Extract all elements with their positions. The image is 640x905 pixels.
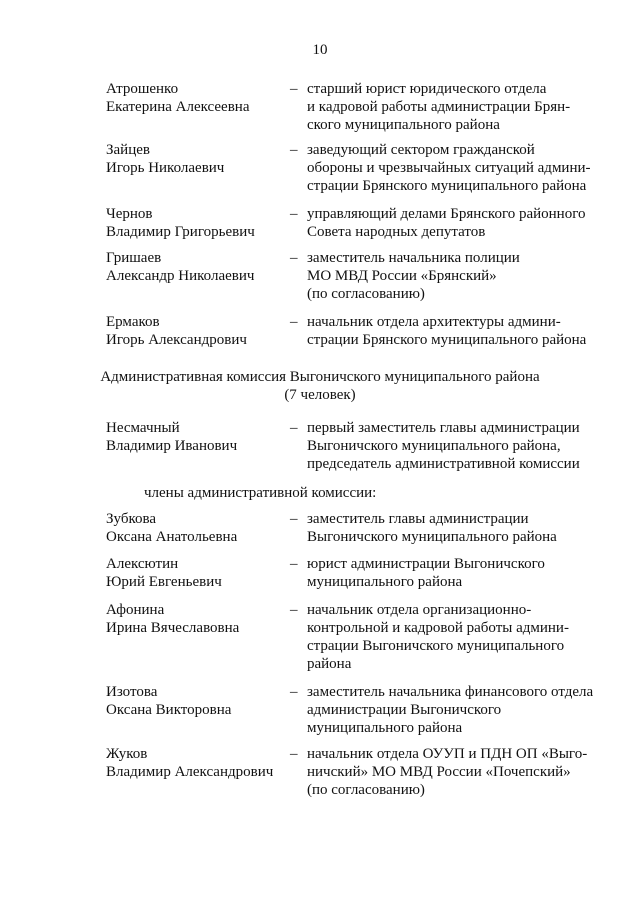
description-line: управляющий делами Брянского районного	[307, 206, 586, 222]
description-line: муниципального района	[307, 574, 463, 590]
person-name	[106, 80, 286, 116]
dash: –	[290, 420, 298, 436]
surname: Жуков	[106, 746, 148, 762]
given-names: Владимир Александрович	[106, 764, 274, 780]
description-line: первый заместитель главы администрации	[307, 420, 580, 436]
surname: Зубкова	[106, 511, 157, 527]
description-line: старший юрист юридического отдела	[307, 81, 547, 97]
dash: –	[290, 250, 298, 266]
given-names: Юрий Евгеньевич	[106, 574, 222, 590]
person-name	[106, 601, 286, 637]
description-line: начальник отдела организационно-	[307, 602, 532, 618]
description-line: администрации Выгоничского	[307, 702, 502, 718]
position-description	[307, 313, 607, 349]
given-names: Александр Николаевич	[106, 268, 255, 284]
description-line: председатель административной комиссии	[307, 456, 580, 472]
description-line: страции Выгоничского муниципального	[307, 638, 565, 654]
person-name	[106, 555, 286, 591]
commission-title: Административная комиссия Выгоничского муниципального района	[100, 369, 540, 385]
surname: Алексютин	[106, 556, 179, 572]
description-line: заместитель главы администрации	[307, 511, 529, 527]
person-name	[106, 313, 286, 349]
dash: –	[290, 511, 298, 527]
position-description	[307, 683, 607, 737]
person-name	[106, 510, 286, 546]
description-line: Совета народных депутатов	[307, 224, 486, 240]
dash: –	[290, 684, 298, 700]
description-line: страции Брянского муниципального района	[307, 178, 587, 194]
members-label: члены административной комиссии:	[144, 485, 377, 501]
position-description	[307, 141, 607, 195]
description-line: Выгоничского муниципального района,	[307, 438, 561, 454]
surname: Зайцев	[106, 142, 150, 158]
surname: Атрошенко	[106, 81, 179, 97]
given-names: Игорь Александрович	[106, 332, 247, 348]
surname: Изотова	[106, 684, 158, 700]
person-name	[106, 683, 286, 719]
description-line: контрольной и кадровой работы админи-	[307, 620, 569, 636]
surname: Гришаев	[106, 250, 162, 266]
person-name	[106, 419, 286, 455]
position-description	[307, 555, 607, 591]
position-description	[307, 205, 607, 241]
person-name	[106, 745, 286, 781]
given-names: Игорь Николаевич	[106, 160, 225, 176]
given-names: Владимир Иванович	[106, 438, 238, 454]
description-line: обороны и чрезвычайных ситуаций админи-	[307, 160, 591, 176]
position-description	[307, 249, 607, 303]
surname: Несмачный	[106, 420, 180, 436]
description-line: ничский» МО МВД России «Почепский»	[307, 764, 571, 780]
given-names: Оксана Викторовна	[106, 702, 232, 718]
description-line: МО МВД России «Брянский»	[307, 268, 497, 284]
given-names: Ирина Вячеславовна	[106, 620, 240, 636]
description-line: начальник отдела ОУУП и ПДН ОП «Выго-	[307, 746, 588, 762]
position-description	[307, 419, 607, 473]
description-line: заместитель начальника полиции	[307, 250, 520, 266]
description-line: (по согласованию)	[307, 286, 425, 302]
dash: –	[290, 556, 298, 572]
position-description	[307, 745, 607, 799]
given-names: Оксана Анатольевна	[106, 529, 238, 545]
person-name	[106, 141, 286, 177]
dash: –	[290, 314, 298, 330]
description-line: заведующий сектором гражданской	[307, 142, 535, 158]
position-description	[307, 601, 607, 673]
commission-size: (7 человек)	[284, 387, 356, 403]
dash: –	[290, 746, 298, 762]
description-line: заместитель начальника финансового отдела	[307, 684, 594, 700]
dash: –	[290, 81, 298, 97]
description-line: страции Брянского муниципального района	[307, 332, 587, 348]
person-name	[106, 249, 286, 285]
surname: Ермаков	[106, 314, 160, 330]
dash: –	[290, 206, 298, 222]
dash: –	[290, 602, 298, 618]
person-name	[106, 205, 286, 241]
description-line: (по согласованию)	[307, 782, 425, 798]
dash: –	[290, 142, 298, 158]
given-names: Екатерина Алексеевна	[106, 99, 250, 115]
description-line: и кадровой работы администрации Брян-	[307, 99, 571, 115]
surname: Афонина	[106, 602, 165, 618]
commission-heading	[0, 368, 640, 404]
page-number: 10	[312, 42, 328, 58]
description-line: Выгоничского муниципального района	[307, 529, 557, 545]
surname: Чернов	[106, 206, 153, 222]
position-description	[307, 80, 607, 134]
description-line: юрист администрации Выгоничского	[307, 556, 545, 572]
position-description	[307, 510, 607, 546]
description-line: района	[307, 656, 352, 672]
given-names: Владимир Григорьевич	[106, 224, 255, 240]
description-line: ского муниципального района	[307, 117, 500, 133]
description-line: начальник отдела архитектуры админи-	[307, 314, 561, 330]
description-line: муниципального района	[307, 720, 463, 736]
